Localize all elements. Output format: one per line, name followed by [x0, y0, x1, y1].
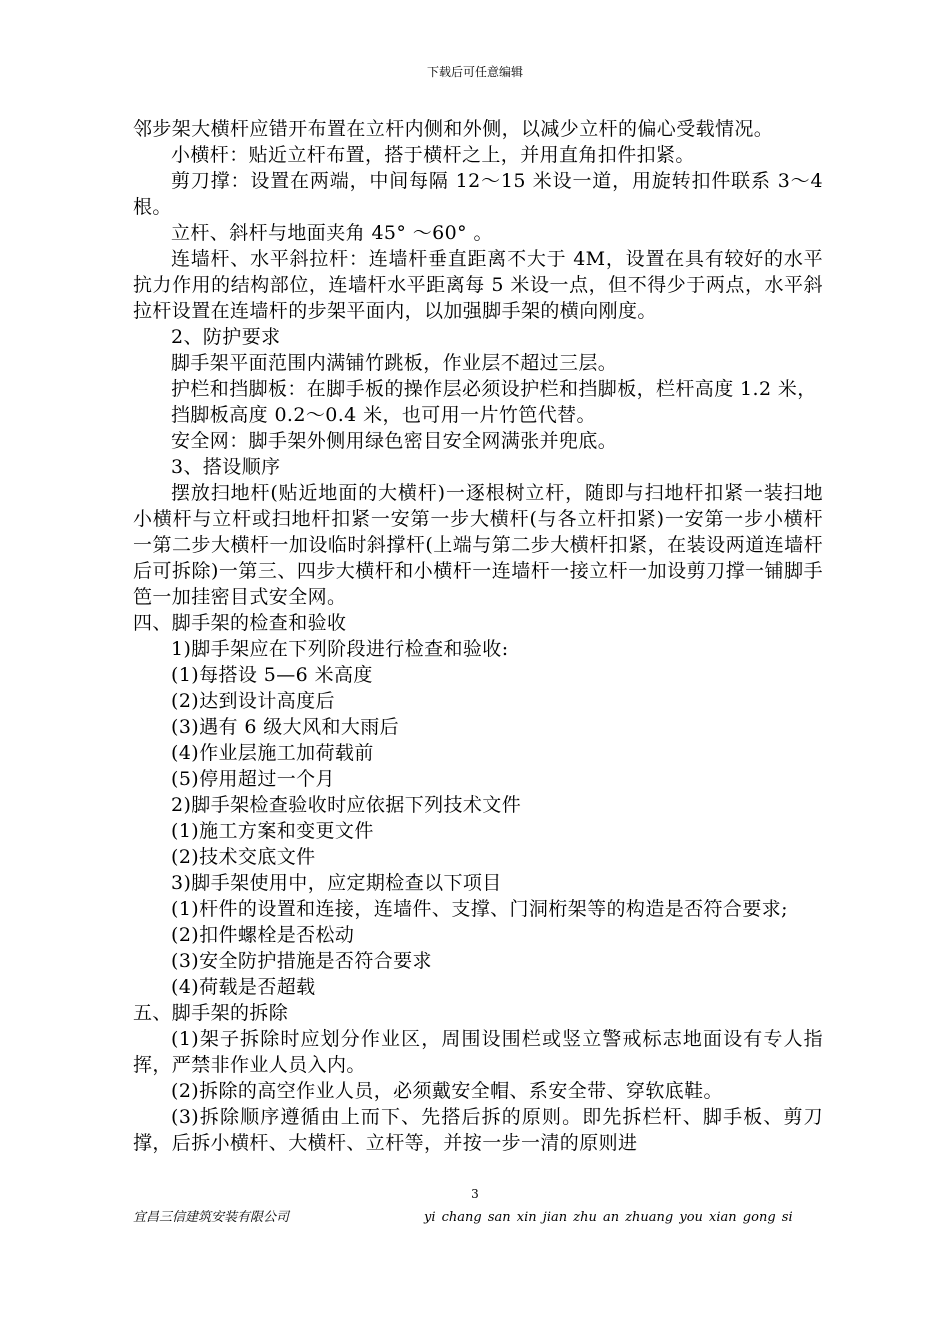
paragraph: 脚手架平面范围内满铺竹跳板，作业层不超过三层。 — [171, 352, 618, 374]
section-heading: 3、搭设顺序 — [171, 456, 281, 478]
paragraph: 护栏和挡脚板：在脚手板的操作层必须设护栏和挡脚板，栏杆高度 1.2 米， — [171, 378, 817, 400]
paragraph: 邻步架大横杆应错开布置在立杆内侧和外侧，以减少立杆的偏心受载情况。 — [133, 118, 774, 140]
paragraph: 安全网：脚手架外侧用绿色密目安全网满张并兜底。 — [171, 430, 618, 452]
document-body — [133, 116, 823, 1156]
paragraph: 连墙杆、水平斜拉杆：连墙杆垂直距离不大于 4M，设置在具有较好的水平抗力作用的结构部位，连墙杆水平距离每 5 米设一点，但不得少于两点，水平斜拉杆设置在连墙杆的步架平面内，以加强脚手架的横向刚度。 — [133, 248, 823, 322]
list-item: (3)安全防护措施是否符合要求 — [171, 950, 432, 972]
paragraph: 立杆、斜杆与地面夹角 45° ～60° 。 — [171, 222, 493, 244]
list-heading: 1)脚手架应在下列阶段进行检查和验收: — [171, 638, 509, 660]
list-item: (2)技术交底文件 — [171, 846, 316, 868]
list-item: (3)拆除顺序遵循由上而下、先搭后拆的原则。即先拆栏杆、脚手板、剪刀撑，后拆小横杆、大横杆、立杆等，并按一步一清的原则进 — [133, 1106, 823, 1154]
list-item: (4)作业层施工加荷载前 — [171, 742, 374, 764]
paragraph: 剪刀撑：设置在两端，中间每隔 12～15 米设一道，用旋转扣件联系 3～4 根。 — [133, 170, 823, 218]
list-heading: 3)脚手架使用中，应定期检查以下项目 — [171, 872, 502, 894]
list-item: (1)杆件的设置和连接，连墙件、支撑、门洞桁架等的构造是否符合要求; — [171, 898, 788, 920]
page-header: 下载后可任意编辑 — [426, 65, 523, 79]
footer-company-pinyin: yi chang san xin jian zhu an zhuang you xian gong si — [424, 1210, 793, 1225]
chapter-heading: 五、脚手架的拆除 — [133, 1002, 289, 1024]
footer-company-name: 宜昌三信建筑安装有限公司 — [133, 1210, 290, 1225]
list-item: (1)架子拆除时应划分作业区，周围设围栏或竖立警戒标志地面设有专人指挥，严禁非作业人员入内。 — [133, 1028, 823, 1076]
list-item: (4)荷载是否超载 — [171, 976, 316, 998]
list-item: (5)停用超过一个月 — [171, 768, 335, 790]
paragraph: 挡脚板高度 0.2～0.4 米，也可用一片竹笆代替。 — [171, 404, 596, 426]
list-item: (1)施工方案和变更文件 — [171, 820, 374, 842]
list-heading: 2)脚手架检查验收时应依据下列技术文件 — [171, 794, 522, 816]
page-number: 3 — [471, 1187, 479, 1201]
list-item: (2)扣件螺栓是否松动 — [171, 924, 355, 946]
list-item: (2)拆除的高空作业人员，必须戴安全帽、系安全带、穿软底鞋。 — [171, 1080, 723, 1102]
list-item: (2)达到设计高度后 — [171, 690, 335, 712]
paragraph: 小横杆：贴近立杆布置，搭于横杆之上，并用直角扣件扣紧。 — [171, 144, 695, 166]
section-heading: 2、防护要求 — [171, 326, 281, 348]
paragraph: 摆放扫地杆(贴近地面的大横杆)一逐根树立杆，随即与扫地杆扣紧一装扫地小横杆与立杆或扫地杆扣紧一安第一步大横杆(与各立杆扣紧)一安第一步小横杆一第二步大横杆一加设临时斜撑杆(上端与第二步大横杆扣紧，在装设两道连墙杆后可拆除)一第三、四步大横杆和小横杆一连墙杆一接立杆一加设剪刀撑一铺脚手笆一加挂密目式安全网。 — [133, 482, 823, 608]
chapter-heading: 四、脚手架的检查和验收 — [133, 612, 347, 634]
list-item: (3)遇有 6 级大风和大雨后 — [171, 716, 400, 738]
list-item: (1)每搭设 5—6 米高度 — [171, 664, 373, 686]
